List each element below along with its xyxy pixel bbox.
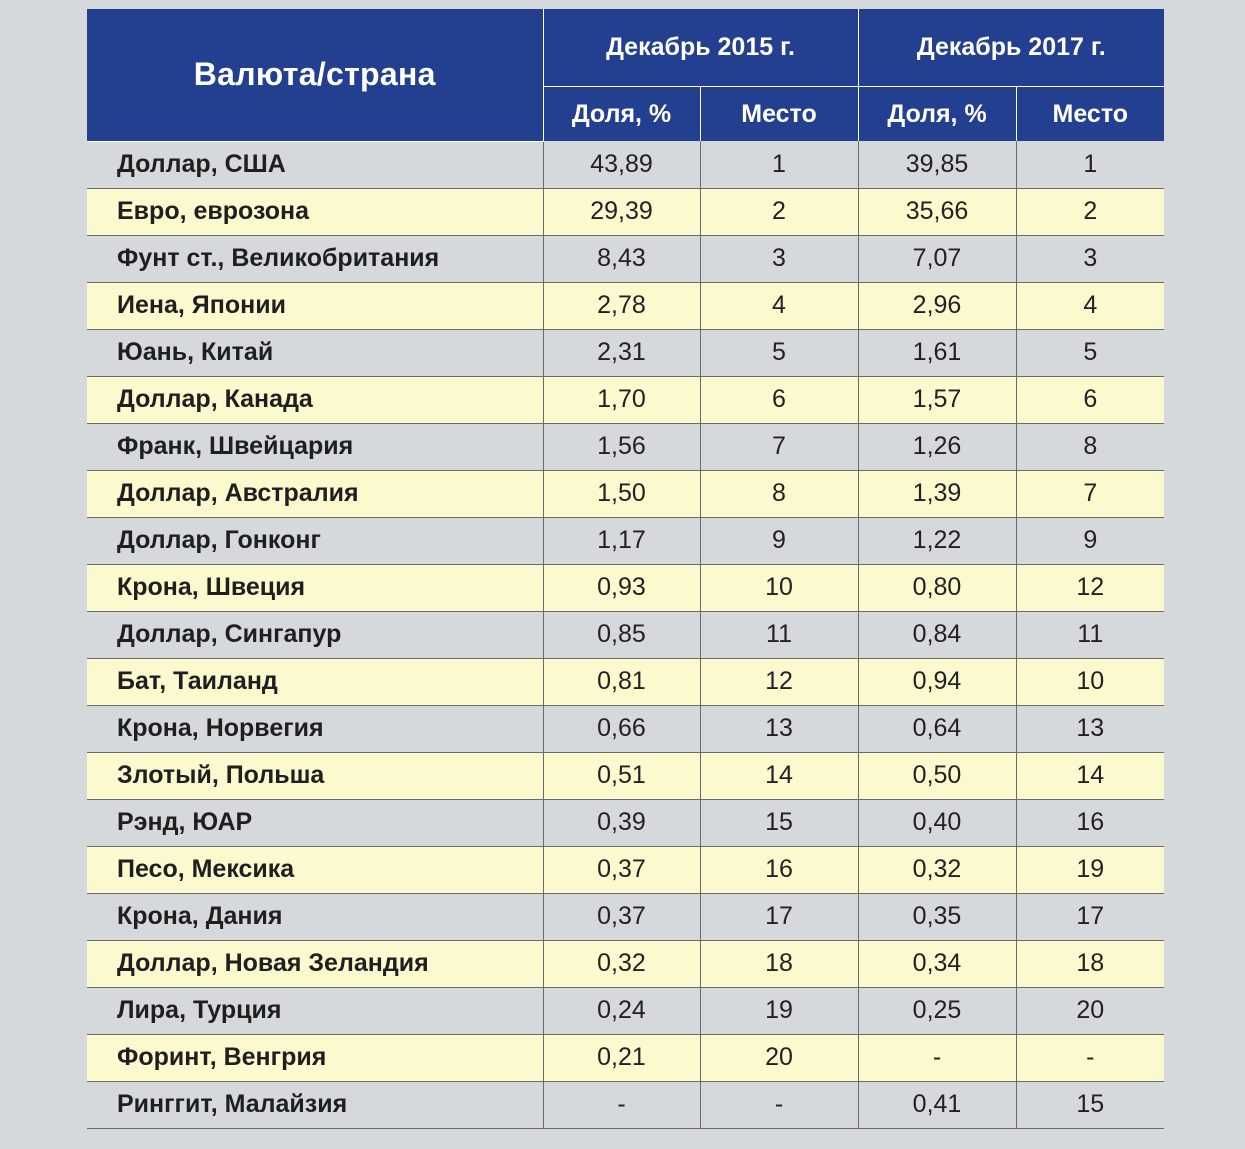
rank-2015-cell: 17 (700, 893, 858, 940)
table-row (87, 235, 1164, 282)
share-2015-cell: 0,85 (543, 611, 700, 658)
currency-name-cell: Крона, Дания (87, 893, 543, 940)
currency-name-cell: Доллар, Сингапур (87, 611, 543, 658)
currency-name-cell: Иена, Японии (87, 282, 543, 329)
currency-name-cell: Юань, Китай (87, 329, 543, 376)
header-currency-country: Валюта/страна (87, 9, 543, 141)
rank-2015-cell: 6 (700, 376, 858, 423)
share-2017-cell: 0,94 (858, 658, 1016, 705)
share-2017-cell: 2,96 (858, 282, 1016, 329)
rank-2017-cell: 6 (1016, 376, 1164, 423)
currency-name-cell: Доллар, Новая Зеландия (87, 940, 543, 987)
table-row (87, 423, 1164, 470)
currency-name-cell: Форинт, Венгрия (87, 1034, 543, 1081)
share-2015-cell: 0,24 (543, 987, 700, 1034)
currency-name-cell: Доллар, Австралия (87, 470, 543, 517)
rank-2015-cell: 19 (700, 987, 858, 1034)
share-2015-cell: 0,21 (543, 1034, 700, 1081)
currency-name-cell: Евро, еврозона (87, 188, 543, 235)
header-december-2015: Декабрь 2015 г. (543, 9, 858, 87)
rank-2017-cell: 20 (1016, 987, 1164, 1034)
rank-2015-cell: 16 (700, 846, 858, 893)
header-rank-2017: Место (1016, 87, 1164, 142)
rank-2015-cell: 11 (700, 611, 858, 658)
currency-name-cell: Злотый, Польша (87, 752, 543, 799)
rank-2015-cell: 20 (700, 1034, 858, 1081)
table-body (87, 141, 1164, 1128)
rank-2017-cell: 18 (1016, 940, 1164, 987)
rank-2015-cell: 10 (700, 564, 858, 611)
share-2015-cell: 1,70 (543, 376, 700, 423)
share-2017-cell: 39,85 (858, 141, 1016, 188)
rank-2015-cell: - (700, 1081, 858, 1128)
rank-2015-cell: 18 (700, 940, 858, 987)
rank-2017-cell: 11 (1016, 611, 1164, 658)
share-2015-cell: 0,37 (543, 893, 700, 940)
rank-2017-cell: 19 (1016, 846, 1164, 893)
share-2017-cell: 1,61 (858, 329, 1016, 376)
rank-2017-cell: 3 (1016, 235, 1164, 282)
rank-2015-cell: 5 (700, 329, 858, 376)
rank-2017-cell: 9 (1016, 517, 1164, 564)
share-2015-cell: 0,51 (543, 752, 700, 799)
table-row (87, 752, 1164, 799)
rank-2017-cell: 14 (1016, 752, 1164, 799)
share-2015-cell: 43,89 (543, 141, 700, 188)
share-2015-cell: 2,78 (543, 282, 700, 329)
table-row (87, 282, 1164, 329)
table-row (87, 141, 1164, 188)
rank-2015-cell: 2 (700, 188, 858, 235)
share-2017-cell: 1,22 (858, 517, 1016, 564)
rank-2015-cell: 12 (700, 658, 858, 705)
rank-2017-cell: 8 (1016, 423, 1164, 470)
table-row (87, 799, 1164, 846)
rank-2017-cell: 16 (1016, 799, 1164, 846)
header-share-2017: Доля, % (858, 87, 1016, 142)
rank-2017-cell: 12 (1016, 564, 1164, 611)
rank-2017-cell: 13 (1016, 705, 1164, 752)
currency-name-cell: Ринггит, Малайзия (87, 1081, 543, 1128)
header-december-2017: Декабрь 2017 г. (858, 9, 1164, 87)
currency-table-container (87, 9, 1164, 1129)
currency-name-cell: Песо, Мексика (87, 846, 543, 893)
share-2017-cell: 35,66 (858, 188, 1016, 235)
header-share-2015: Доля, % (543, 87, 700, 142)
table-row (87, 611, 1164, 658)
share-2015-cell: 2,31 (543, 329, 700, 376)
rank-2015-cell: 14 (700, 752, 858, 799)
rank-2017-cell: 4 (1016, 282, 1164, 329)
rank-2015-cell: 15 (700, 799, 858, 846)
share-2015-cell: 1,56 (543, 423, 700, 470)
rank-2017-cell: 15 (1016, 1081, 1164, 1128)
currency-name-cell: Франк, Швейцария (87, 423, 543, 470)
share-2015-cell: 0,66 (543, 705, 700, 752)
table-row (87, 940, 1164, 987)
share-2017-cell: 0,50 (858, 752, 1016, 799)
rank-2015-cell: 1 (700, 141, 858, 188)
rank-2015-cell: 4 (700, 282, 858, 329)
share-2015-cell: 0,81 (543, 658, 700, 705)
currency-name-cell: Бат, Таиланд (87, 658, 543, 705)
rank-2015-cell: 9 (700, 517, 858, 564)
currency-name-cell: Фунт ст., Великобритания (87, 235, 543, 282)
rank-2017-cell: 2 (1016, 188, 1164, 235)
share-2017-cell: 7,07 (858, 235, 1016, 282)
rank-2015-cell: 13 (700, 705, 858, 752)
share-2017-cell: 0,40 (858, 799, 1016, 846)
share-2017-cell: 0,64 (858, 705, 1016, 752)
rank-2017-cell: 7 (1016, 470, 1164, 517)
table-row (87, 1081, 1164, 1128)
share-2015-cell: 1,17 (543, 517, 700, 564)
share-2017-cell: 0,80 (858, 564, 1016, 611)
currency-name-cell: Доллар, Гонконг (87, 517, 543, 564)
table-row (87, 705, 1164, 752)
share-2015-cell: 29,39 (543, 188, 700, 235)
rank-2015-cell: 8 (700, 470, 858, 517)
rank-2017-cell: 1 (1016, 141, 1164, 188)
share-2015-cell: 1,50 (543, 470, 700, 517)
share-2017-cell: 0,34 (858, 940, 1016, 987)
rank-2017-cell: 17 (1016, 893, 1164, 940)
share-2017-cell: - (858, 1034, 1016, 1081)
table-row (87, 329, 1164, 376)
table-row (87, 658, 1164, 705)
table-row (87, 1034, 1164, 1081)
currency-name-cell: Доллар, США (87, 141, 543, 188)
currency-name-cell: Рэнд, ЮАР (87, 799, 543, 846)
share-2017-cell: 1,57 (858, 376, 1016, 423)
currency-share-table (87, 9, 1164, 1129)
table-row (87, 564, 1164, 611)
rank-2015-cell: 7 (700, 423, 858, 470)
share-2017-cell: 1,39 (858, 470, 1016, 517)
rank-2015-cell: 3 (700, 235, 858, 282)
share-2015-cell: 0,39 (543, 799, 700, 846)
table-row (87, 376, 1164, 423)
header-rank-2015: Место (700, 87, 858, 142)
table-row (87, 846, 1164, 893)
currency-name-cell: Лира, Турция (87, 987, 543, 1034)
share-2017-cell: 0,41 (858, 1081, 1016, 1128)
rank-2017-cell: 10 (1016, 658, 1164, 705)
share-2017-cell: 0,25 (858, 987, 1016, 1034)
currency-name-cell: Крона, Швеция (87, 564, 543, 611)
currency-name-cell: Доллар, Канада (87, 376, 543, 423)
share-2017-cell: 0,32 (858, 846, 1016, 893)
share-2015-cell: 8,43 (543, 235, 700, 282)
share-2017-cell: 0,35 (858, 893, 1016, 940)
table-row (87, 470, 1164, 517)
share-2015-cell: 0,93 (543, 564, 700, 611)
share-2017-cell: 0,84 (858, 611, 1016, 658)
share-2015-cell: - (543, 1081, 700, 1128)
table-row (87, 188, 1164, 235)
table-row (87, 517, 1164, 564)
table-row (87, 893, 1164, 940)
share-2015-cell: 0,37 (543, 846, 700, 893)
currency-name-cell: Крона, Норвегия (87, 705, 543, 752)
table-header (87, 9, 1164, 141)
share-2015-cell: 0,32 (543, 940, 700, 987)
rank-2017-cell: 5 (1016, 329, 1164, 376)
rank-2017-cell: - (1016, 1034, 1164, 1081)
share-2017-cell: 1,26 (858, 423, 1016, 470)
table-row (87, 987, 1164, 1034)
